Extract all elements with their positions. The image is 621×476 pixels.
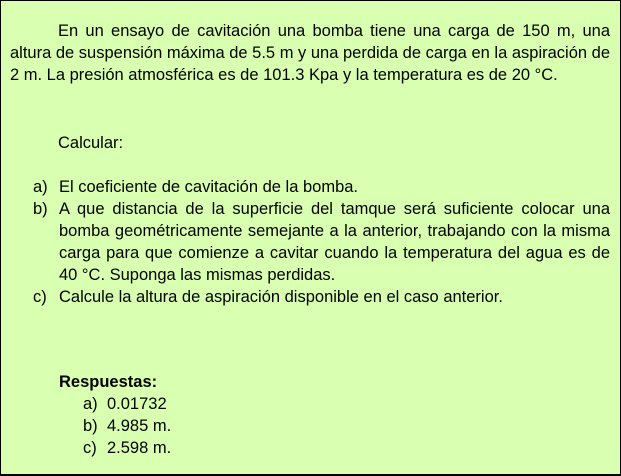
question-text: A que distancia de la superficie del tamque será suficiente colocar una bomba geométricamente semejante a la anterior, trabajando con la misma carga para que comienze a cavitar cuando la temperatura del agua es de 40 °C. Suponga las mismas perdidas. bbox=[59, 200, 610, 284]
question-marker: a) bbox=[33, 178, 48, 196]
question-list bbox=[10, 176, 610, 308]
answer-text: 4.985 m. bbox=[107, 417, 172, 435]
question-marker: c) bbox=[33, 288, 47, 306]
question-item-a bbox=[10, 176, 610, 198]
question-text: Calcule la altura de aspiración disponible en el caso anterior. bbox=[59, 288, 503, 306]
question-text: El coeficiente de cavitación de la bomba. bbox=[59, 178, 359, 196]
problem-sheet bbox=[1, 1, 620, 474]
answer-list bbox=[59, 393, 171, 459]
answer-marker: c) bbox=[83, 439, 97, 457]
answer-item-c bbox=[59, 437, 171, 459]
answer-text: 0.01732 bbox=[107, 395, 167, 413]
question-item-b bbox=[10, 198, 610, 286]
answer-marker: b) bbox=[83, 417, 98, 435]
answer-item-a bbox=[59, 393, 171, 415]
question-marker: b) bbox=[33, 200, 48, 218]
question-item-c bbox=[10, 286, 610, 308]
answer-item-b bbox=[59, 415, 171, 437]
answers-heading: Respuestas: bbox=[59, 373, 158, 391]
calculate-heading: Calcular: bbox=[58, 134, 124, 152]
problem-statement: En un ensayo de cavitación una bomba tiene una carga de 150 m, una altura de suspensión máxima de 5.5 m y una perdida de carga en la aspiración de 2 m. La presión atmosférica es de 101.3 Kpa y la temperatura es de 20 °C. bbox=[10, 22, 610, 84]
answer-text: 2.598 m. bbox=[107, 439, 172, 457]
answer-marker: a) bbox=[83, 395, 98, 413]
